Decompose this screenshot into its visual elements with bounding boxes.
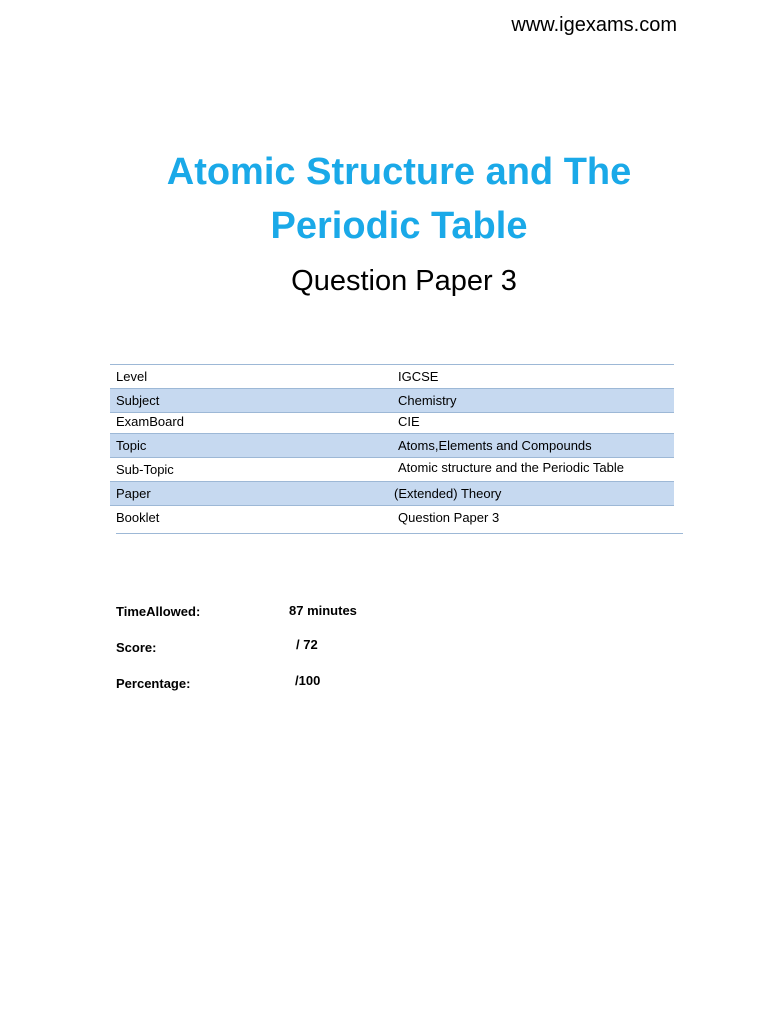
info-table xyxy=(110,364,674,529)
stat-percentage xyxy=(116,670,476,706)
table-row-level xyxy=(110,365,674,389)
table-row-subtopic xyxy=(110,458,674,482)
score-label: Score: xyxy=(116,640,157,655)
table-row-topic xyxy=(110,434,674,458)
row-value: CIE xyxy=(398,414,420,429)
row-label: ExamBoard xyxy=(116,414,184,429)
percentage-value: /100 xyxy=(295,673,321,688)
table-row-paper xyxy=(110,482,674,506)
table-row-subject xyxy=(110,389,674,413)
row-label: Subject xyxy=(116,393,160,408)
title-line-2: Periodic Table xyxy=(270,205,528,247)
row-label: Booklet xyxy=(116,510,160,525)
site-url: www.igexams.com xyxy=(511,14,677,36)
row-value: Atomic structure and the Periodic Table xyxy=(398,460,624,475)
table-row-examboard xyxy=(110,413,674,434)
title-line-1: Atomic Structure and The xyxy=(166,151,632,193)
row-label: Level xyxy=(116,369,148,384)
row-label: Paper xyxy=(116,486,151,501)
percentage-label: Percentage: xyxy=(116,676,191,691)
row-value: IGCSE xyxy=(398,369,439,384)
stat-score xyxy=(116,634,476,670)
page-subtitle: Question Paper 3 xyxy=(291,265,517,297)
row-label: Sub-Topic xyxy=(116,462,174,477)
row-value: Chemistry xyxy=(398,393,457,408)
row-value: Question Paper 3 xyxy=(398,510,500,525)
stat-time-allowed xyxy=(116,598,476,634)
time-allowed-value: 87 minutes xyxy=(289,603,357,618)
table-bottom-rule xyxy=(116,533,683,534)
time-allowed-label: TimeAllowed: xyxy=(116,604,201,619)
page-title xyxy=(0,145,768,253)
score-value: / 72 xyxy=(296,637,318,652)
row-value: (Extended) Theory xyxy=(394,486,502,501)
stats-block xyxy=(116,598,476,706)
row-label: Topic xyxy=(116,438,147,453)
table-row-booklet xyxy=(110,506,674,529)
row-value: Atoms,Elements and Compounds xyxy=(398,438,592,453)
